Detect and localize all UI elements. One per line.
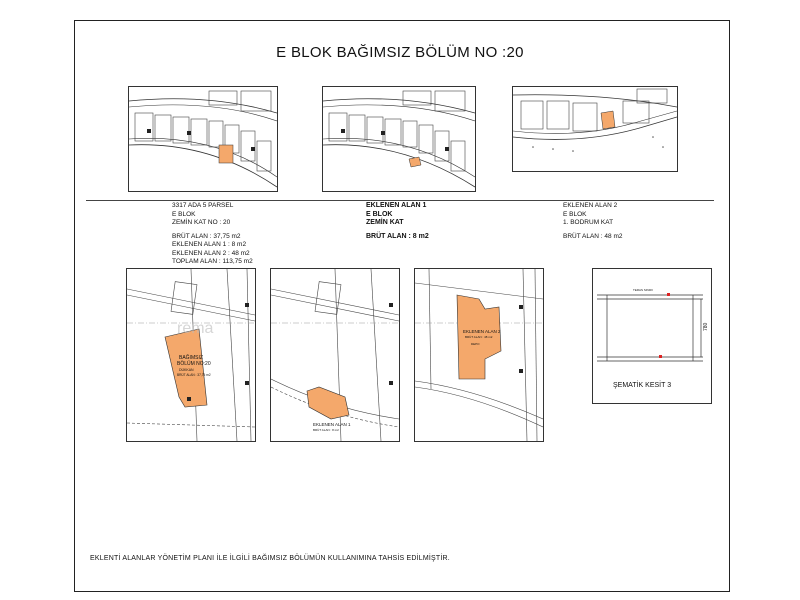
info-line: EKLENEN ALAN 2 : 48 m2 [172, 249, 250, 257]
info-column-added-area-2 [563, 202, 623, 241]
unit-20-label-line: DÜKKAN [179, 368, 194, 372]
unit-20-label-line: BÖLÜM NO:20 [177, 361, 211, 367]
highlighted-added-area-1 [409, 157, 421, 167]
info-line: EKLENEN ALAN 1 [366, 202, 427, 209]
info-line: ZEMİN KAT [366, 219, 404, 226]
unit-20-label-line: BAĞIMSIZ [179, 355, 203, 361]
section-caption: ŞEMATİK KESİT 3 [613, 382, 672, 389]
watermark: rema [177, 320, 214, 337]
added-area-1-label-line: BRÜT ALAN : 8 m2 [313, 428, 339, 432]
red-marker [659, 355, 662, 358]
info-line: 3317 ADA 5 PARSEL [172, 202, 234, 209]
detail-plan-added-area-2 [414, 268, 544, 442]
info-line: 1. BODRUM KAT [563, 219, 614, 226]
key-plan-ground-floor-2 [322, 86, 476, 192]
info-line: E BLOK [563, 210, 587, 218]
info-line: BRÜT ALAN : 37,75 m2 [172, 232, 241, 240]
section-dimension: 780 [703, 322, 709, 331]
info-line: TOPLAM ALAN : 113,75 m2 [172, 258, 253, 265]
red-marker [667, 293, 670, 296]
info-line: E BLOK [366, 210, 393, 218]
info-column-added-area-1 [366, 202, 429, 241]
detail-plan-unit-20 [126, 268, 256, 442]
highlighted-added-area-2 [601, 111, 615, 129]
schematic-section [592, 268, 712, 404]
added-area-2-label-line: BRÜT ALAN : 48 m2 [465, 335, 493, 339]
unit-20-label-line: BRÜT ALAN : 37,75 m2 [177, 373, 211, 377]
detail-plan-added-area-1 [270, 268, 400, 442]
section-top-label: TERAS SINIRI [633, 288, 653, 292]
info-column-unit-20 [172, 202, 253, 267]
added-area-1-shape [307, 387, 349, 419]
added-area-2-label-line: EKLENEN ALAN 2 [463, 329, 501, 334]
highlighted-unit [219, 145, 233, 163]
info-area: BRÜT ALAN : 8 m2 [366, 232, 429, 240]
added-area-2-label-line: DEPO [471, 342, 480, 346]
key-plan-basement [512, 86, 678, 172]
info-area: BRÜT ALAN : 48 m2 [563, 232, 623, 240]
added-area-1-label-line: EKLENEN ALAN 1 [313, 422, 351, 427]
info-line: E BLOK [172, 210, 196, 218]
info-line: EKLENEN ALAN 1 : 8 m2 [172, 241, 247, 248]
key-plan-ground-floor-1 [128, 86, 278, 192]
info-line: EKLENEN ALAN 2 [563, 202, 618, 209]
footnote-text: EKLENTİ ALANLAR YÖNETİM PLANI İLE İLGİLİ BAĞIMSIZ BÖLÜMÜN KULLANIMINA TAHSİS EDİLMİŞTİR. [90, 555, 450, 562]
section-divider-line [86, 200, 714, 201]
sheet-title: E BLOK BAĞIMSIZ BÖLÜM NO :20 [276, 44, 524, 61]
info-line: ZEMİN KAT NO : 20 [172, 219, 231, 226]
